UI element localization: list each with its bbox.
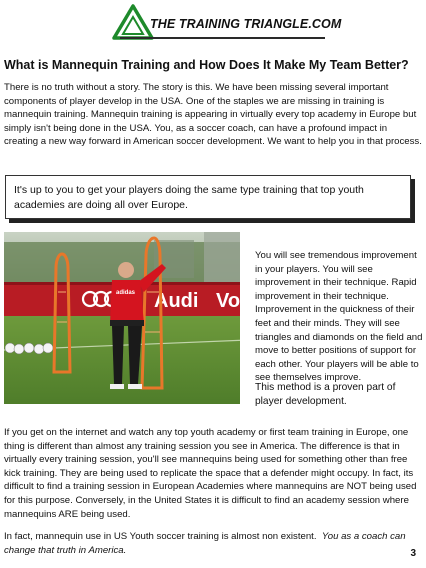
training-photo-illustration [4,232,248,404]
side-paragraph: You will see tremendous improvement in your players. You will see improvement in their technique. Rapid improvement in their technique. Improvement in the quickness of their feet and their minds. They will see triangles and diamonds on the field and move to better positions of support for each other. Your players will be able to see themselves improve. [255,250,423,384]
page-number: 3 [410,548,416,559]
page-title: What is Mannequin Training and How Does It Make My Team Better? [4,58,409,72]
logo-text: THE TRAINING TRIANGLE.COM [150,17,342,31]
body-paragraph: If you get on the internet and watch any top youth academy or first team training in Europe, one thing is different than almost any training session you see in America. The difference is that in virtually every training session, you'll see mannequins being used for something other than free kick training. They are being used to replicate the space that a defender might occupy. In fact, its difficult to find a training session in European Academies where mannequins are NOT being used for this purpose. Conversely, in the United States it is difficult to find an academy session where mannequins ARE being used. [4,427,417,520]
site-logo [112,4,342,40]
closing-italic-text: You as a coach can change that truth in America. [4,531,406,556]
closing-text: In fact, mannequin use in US Youth soccer training is almost non existent. [4,531,317,542]
callout-text: It's up to you to get your players doing the same type training that top youth academies are doing all over Europe. [14,184,364,211]
callout-box [5,175,411,219]
banner-text: Audi [154,290,199,312]
side-paragraph-2: This method is a proven part of player development. [255,382,396,407]
closing-paragraph [4,530,422,557]
triangle-logo-icon [112,4,154,40]
training-photo [4,232,248,404]
banner-text-2: Vo [216,290,241,312]
intro-paragraph: There is no truth without a story. The story is this. We have been missing several important components of player develop in the USA. One of the staples we are missing in training is mannequin training. Mannequin training is appearing in virtually every top academy in Europe but simply isn't being done in the USA. You, as a soccer coach, can have a profound impact in creating a new way forward in American soccer development. We want to help you in that process. [4,82,422,148]
logo-underline [120,37,325,39]
jersey-text: adidas [116,290,136,296]
